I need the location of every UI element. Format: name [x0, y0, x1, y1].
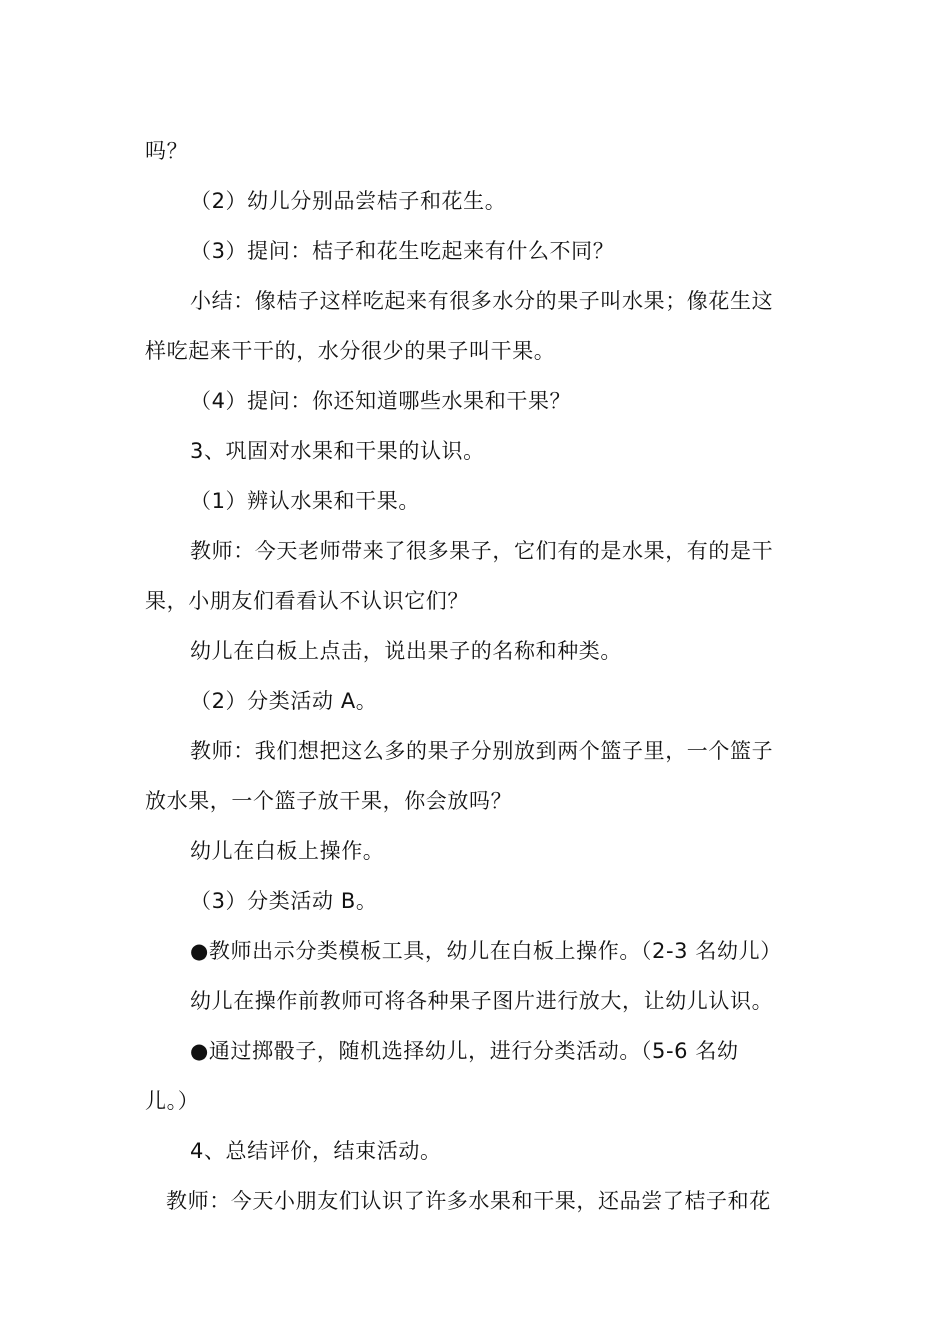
- text-line: 3、巩固对水果和干果的认识。: [190, 439, 485, 463]
- text-line: （1）辨认水果和干果。: [190, 489, 420, 513]
- text-line: 幼儿在操作前教师可将各种果子图片进行放大，让幼儿认识。: [190, 989, 774, 1013]
- text-line: 果，小朋友们看看认不认识它们？: [145, 589, 469, 613]
- text-line: （4）提问：你还知道哪些水果和干果？: [190, 389, 572, 413]
- text-line: 幼儿在白板上操作。: [190, 839, 385, 863]
- text-line: （3）分类活动 B。: [190, 889, 378, 913]
- text-line: 教师：今天老师带来了很多果子，它们有的是水果，有的是干: [190, 539, 774, 563]
- text-line: 教师：今天小朋友们认识了许多水果和干果，还品尝了桔子和花: [166, 1189, 771, 1213]
- text-line: ●通过掷骰子，随机选择幼儿，进行分类活动。（5-6 名幼: [190, 1039, 739, 1063]
- text-line: 幼儿在白板上点击，说出果子的名称和种类。: [190, 639, 622, 663]
- text-line: 教师：我们想把这么多的果子分别放到两个篮子里，一个篮子: [190, 739, 774, 763]
- text-line: （2）分类活动 A。: [190, 689, 378, 713]
- text-line: 样吃起来干干的，水分很少的果子叫干果。: [145, 339, 556, 363]
- text-line: （2）幼儿分别品尝桔子和花生。: [190, 189, 507, 213]
- text-line: （3）提问：桔子和花生吃起来有什么不同？: [190, 239, 615, 263]
- text-line: 小结：像桔子这样吃起来有很多水分的果子叫水果；像花生这: [190, 289, 774, 313]
- text-line: 放水果，一个篮子放干果，你会放吗？: [145, 789, 513, 813]
- text-line: ●教师出示分类模板工具，幼儿在白板上操作。（2-3 名幼儿）: [190, 939, 782, 963]
- text-line: 儿。）: [145, 1089, 200, 1113]
- text-line: 4、总结评价，结束活动。: [190, 1139, 442, 1163]
- text-line: 吗？: [145, 139, 189, 163]
